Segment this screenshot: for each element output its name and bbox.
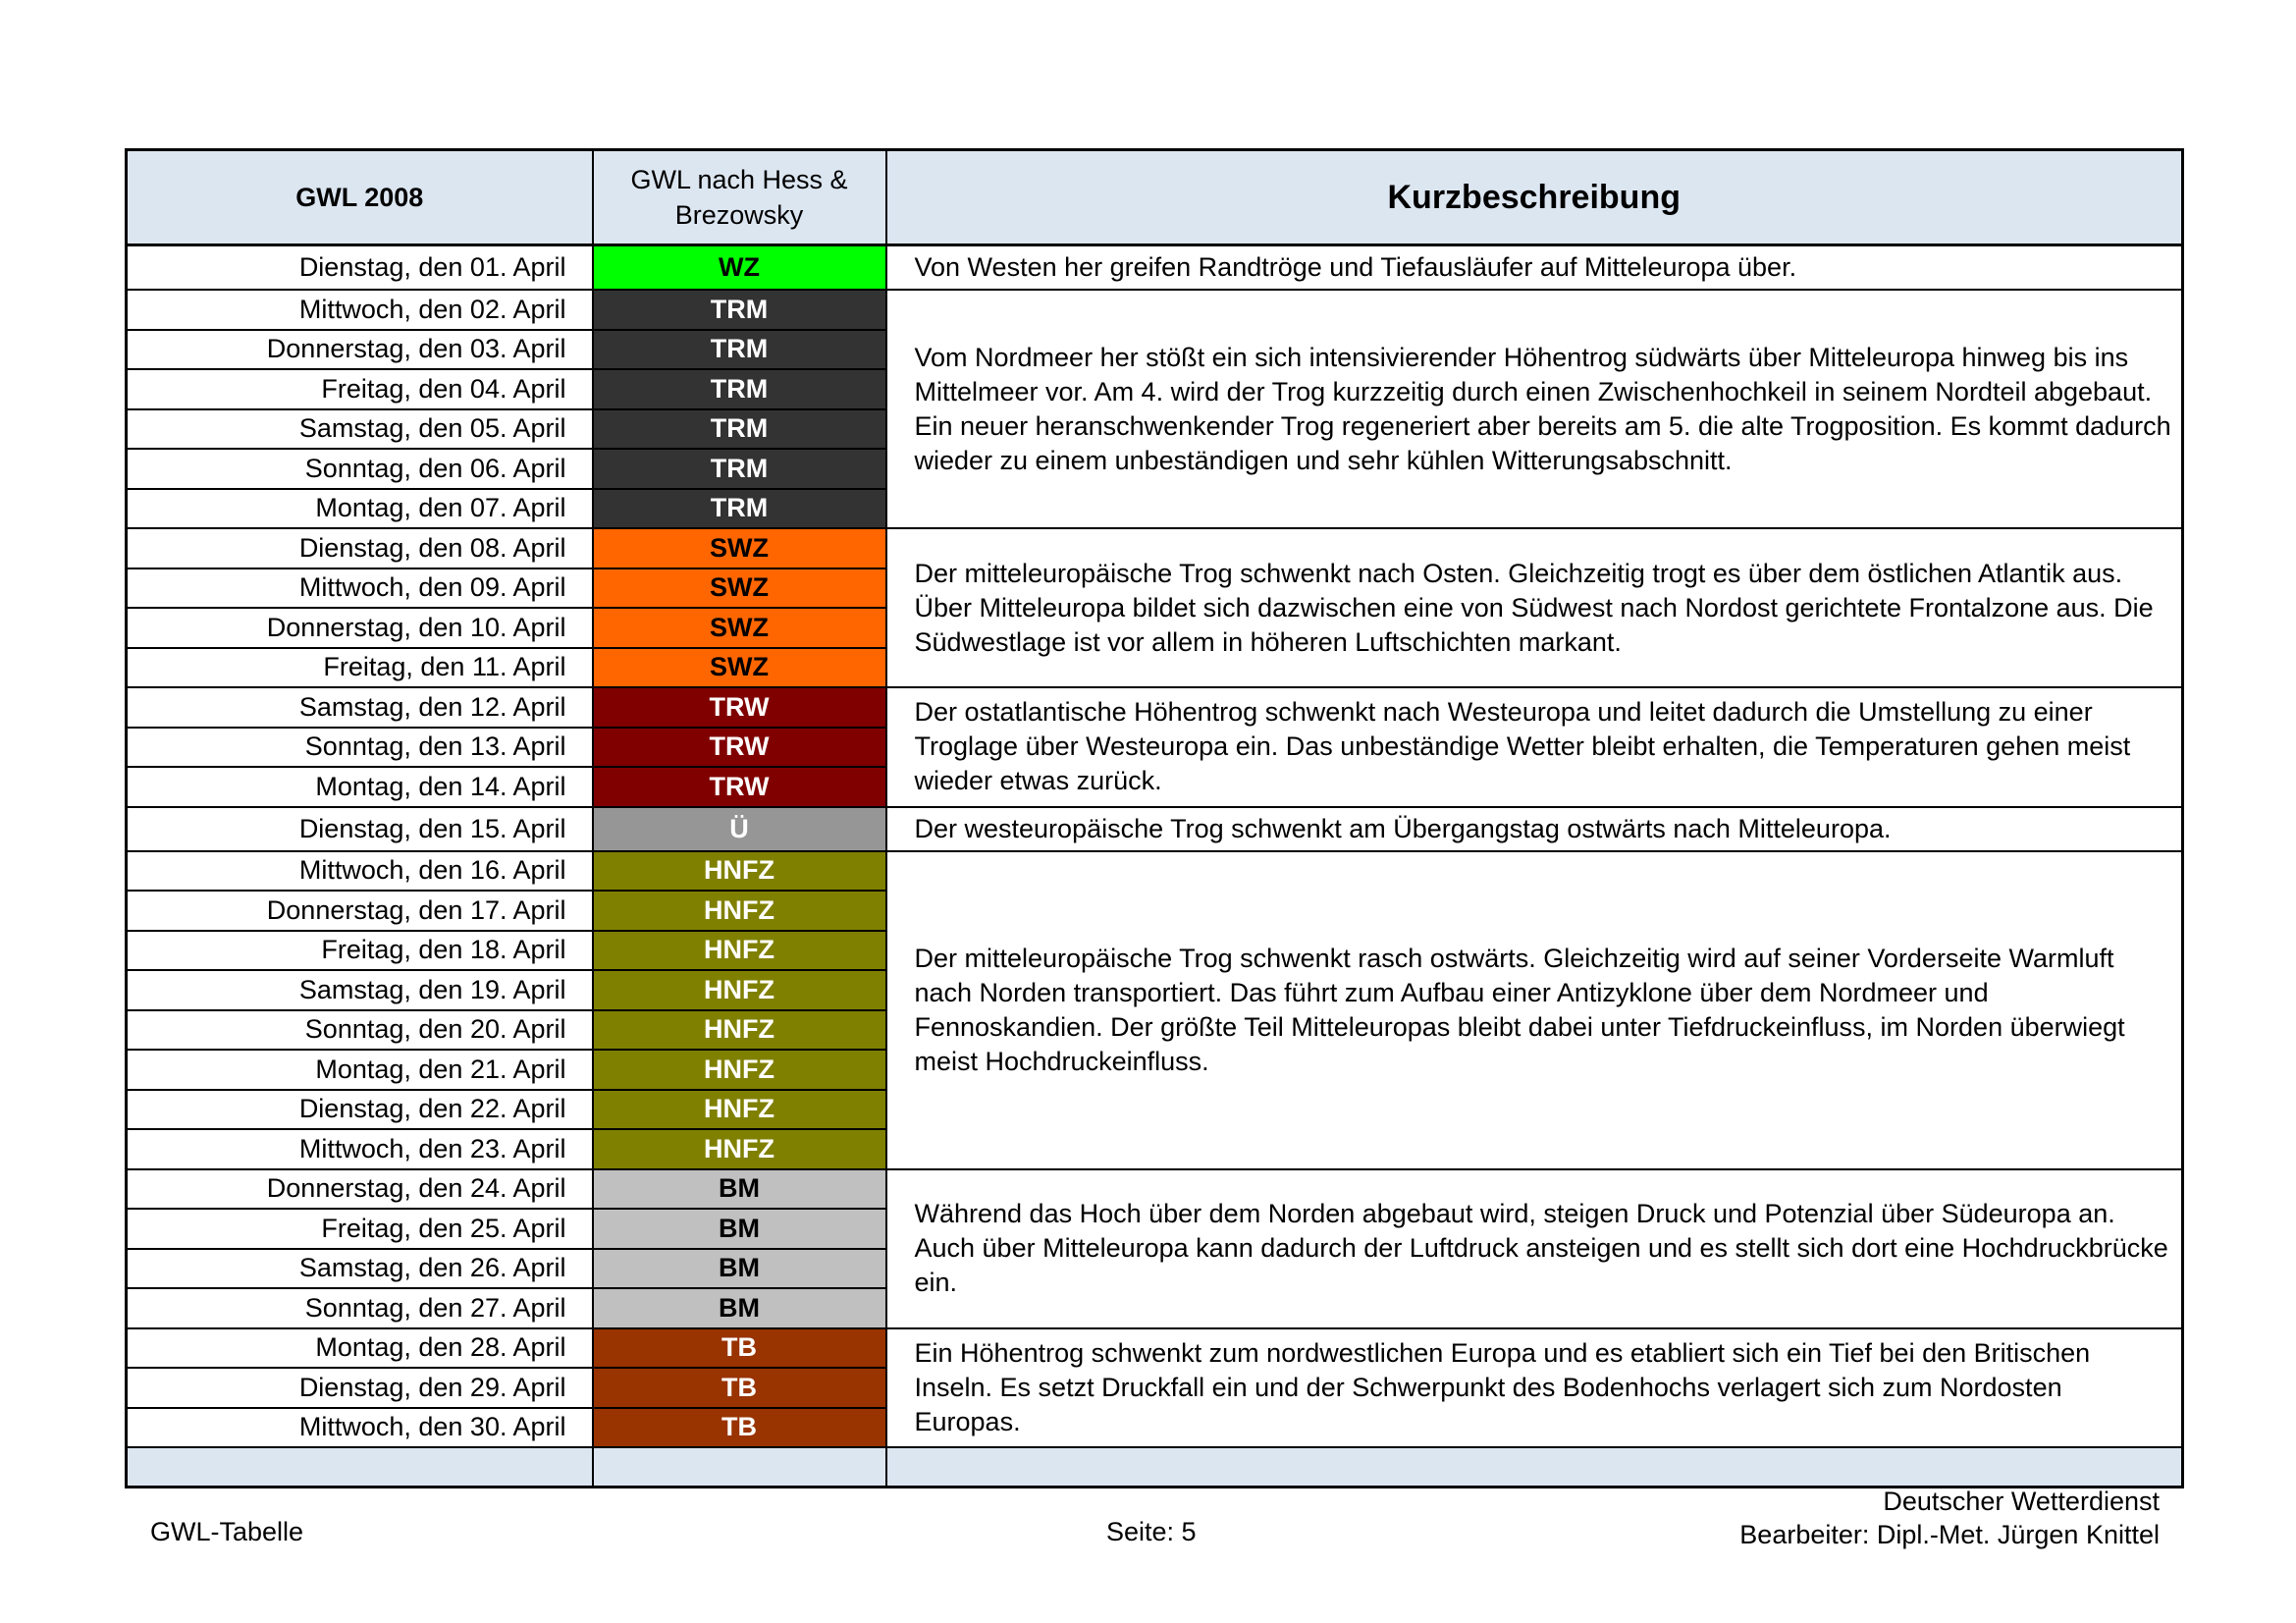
gwl-code-cell: TRM	[593, 369, 886, 409]
gwl-code-cell: TRW	[593, 728, 886, 768]
date-cell: Mittwoch, den 16. April	[127, 851, 593, 892]
gwl-code-cell: HNFZ	[593, 970, 886, 1010]
date-cell: Freitag, den 11. April	[127, 648, 593, 688]
description-cell: Von Westen her greifen Randtröge und Tiefausläufer auf Mitteleuropa über.	[886, 245, 2183, 291]
table-row	[127, 807, 2183, 851]
gwl-code-cell: HNFZ	[593, 891, 886, 931]
gwl-code-cell: HNFZ	[593, 1010, 886, 1051]
description-cell: Der mitteleuropäische Trog schwenkt nach Osten. Gleichzeitig trogt es über dem östlichen Atlantik aus. Über Mitteleuropa bildet sich dazwischen eine von Südwest nach Nordost gerichtete Frontalzone aus. Die Südwestlage ist vor allem in höheren Luftschichten markant.	[886, 528, 2183, 687]
header-gwl-line1: GWL nach Hess &	[630, 165, 848, 194]
date-cell: Sonntag, den 20. April	[127, 1010, 593, 1051]
date-cell: Mittwoch, den 30. April	[127, 1408, 593, 1448]
gwl-code-cell: SWZ	[593, 528, 886, 568]
date-cell: Samstag, den 12. April	[127, 687, 593, 728]
date-cell: Donnerstag, den 03. April	[127, 330, 593, 370]
gwl-code-cell: TRW	[593, 687, 886, 728]
date-cell: Samstag, den 19. April	[127, 970, 593, 1010]
date-cell: Dienstag, den 08. April	[127, 528, 593, 568]
gwl-code-cell: SWZ	[593, 608, 886, 648]
gwl-code-cell: BM	[593, 1249, 886, 1289]
table-body	[127, 245, 2183, 1488]
description-cell: Der mitteleuropäische Trog schwenkt rasch ostwärts. Gleichzeitig wird auf seiner Vorderseite Warmluft nach Norden transportiert. Das führt zum Aufbau einer Antizyklone über dem Nordmeer und Fennoskandien. Der größte Teil Mitteleuropas bleibt dabei unter Tiefdruckeinfluss, im Norden überwiegt meist Hochdruckeinfluss.	[886, 851, 2183, 1169]
header-gwl	[593, 150, 886, 245]
gwl-code-cell: SWZ	[593, 568, 886, 609]
description-cell: Der westeuropäische Trog schwenkt am Übergangstag ostwärts nach Mitteleuropa.	[886, 807, 2183, 851]
date-cell: Sonntag, den 13. April	[127, 728, 593, 768]
gwl-code-cell: BM	[593, 1169, 886, 1210]
table-row	[127, 687, 2183, 728]
table-row	[127, 290, 2183, 330]
date-cell: Montag, den 07. April	[127, 489, 593, 529]
gwl-code-cell: HNFZ	[593, 851, 886, 892]
table-row	[127, 851, 2183, 892]
gwl-code-cell: SWZ	[593, 648, 886, 688]
gwl-code-cell: BM	[593, 1288, 886, 1328]
date-cell: Donnerstag, den 17. April	[127, 891, 593, 931]
header-gwl-line2: Brezowsky	[674, 200, 804, 230]
gwl-code-cell: TB	[593, 1368, 886, 1408]
date-cell: Freitag, den 25. April	[127, 1209, 593, 1249]
empty-footer-cell	[593, 1447, 886, 1488]
gwl-code-cell: TRM	[593, 330, 886, 370]
date-cell: Freitag, den 04. April	[127, 369, 593, 409]
description-cell: Vom Nordmeer her stößt ein sich intensivierender Höhentrog südwärts über Mitteleuropa hinweg bis ins Mittelmeer vor. Am 4. wird der Trog kurzzeitig durch einen Zwischenhochkeil in seinem Nordteil abgebaut. Ein neuer heranschwenkender Trog regeneriert aber bereits am 5. die alte Trogposition. Es kommt dadurch wieder zu einem unbeständigen und sehr kühlen Witterungsabschnitt.	[886, 290, 2183, 528]
footer-page-number: Seite: 5	[1106, 1517, 1197, 1546]
header-year: GWL 2008	[127, 150, 593, 245]
date-cell: Donnerstag, den 24. April	[127, 1169, 593, 1210]
description-cell: Ein Höhentrog schwenkt zum nordwestlichen Europa und es etabliert sich ein Tief bei den Britischen Inseln. Es setzt Druckfall ein und der Schwerpunkt des Bodenhochs verlagert sich zum Nordosten Europas.	[886, 1328, 2183, 1448]
gwl-code-cell: HNFZ	[593, 931, 886, 971]
date-cell: Montag, den 21. April	[127, 1050, 593, 1090]
date-cell: Dienstag, den 29. April	[127, 1368, 593, 1408]
gwl-code-cell: TB	[593, 1408, 886, 1448]
gwl-code-cell: HNFZ	[593, 1090, 886, 1130]
gwl-code-cell: TRW	[593, 767, 886, 807]
table-row	[127, 528, 2183, 568]
date-cell: Mittwoch, den 23. April	[127, 1129, 593, 1169]
date-cell: Samstag, den 05. April	[127, 409, 593, 450]
date-cell: Donnerstag, den 10. April	[127, 608, 593, 648]
gwl-table	[125, 148, 2184, 1488]
date-cell: Montag, den 28. April	[127, 1328, 593, 1369]
table-row	[127, 245, 2183, 291]
description-cell: Der ostatlantische Höhentrog schwenkt nach Westeuropa und leitet dadurch die Umstellung zu einer Troglage über Westeuropa ein. Das unbeständige Wetter bleibt erhalten, die Temperaturen gehen meist wieder etwas zurück.	[886, 687, 2183, 807]
date-cell: Freitag, den 18. April	[127, 931, 593, 971]
gwl-code-cell: WZ	[593, 245, 886, 291]
date-cell: Sonntag, den 27. April	[127, 1288, 593, 1328]
gwl-code-cell: TRM	[593, 409, 886, 450]
footer-editor: Bearbeiter: Dipl.-Met. Jürgen Knittel	[1739, 1520, 2160, 1549]
date-cell: Dienstag, den 01. April	[127, 245, 593, 291]
date-cell: Montag, den 14. April	[127, 767, 593, 807]
footer-author	[1739, 1485, 2160, 1551]
empty-footer-cell	[127, 1447, 593, 1488]
date-cell: Dienstag, den 15. April	[127, 807, 593, 851]
gwl-code-cell: TRM	[593, 449, 886, 489]
table-row	[127, 1328, 2183, 1369]
date-cell: Mittwoch, den 09. April	[127, 568, 593, 609]
header-row	[127, 150, 2183, 245]
gwl-code-cell: TRM	[593, 489, 886, 529]
header-description: Kurzbeschreibung	[886, 150, 2183, 245]
date-cell: Dienstag, den 22. April	[127, 1090, 593, 1130]
gwl-code-cell: TB	[593, 1328, 886, 1369]
gwl-code-cell: Ü	[593, 807, 886, 851]
date-cell: Sonntag, den 06. April	[127, 449, 593, 489]
date-cell: Mittwoch, den 02. April	[127, 290, 593, 330]
empty-footer-cell	[886, 1447, 2183, 1488]
table-row	[127, 1169, 2183, 1210]
description-cell: Während das Hoch über dem Norden abgebaut wird, steigen Druck und Potenzial über Südeuropa an. Auch über Mitteleuropa kann dadurch der Luftdruck ansteigen und es stellt sich dort eine Hochdruckbrücke ein.	[886, 1169, 2183, 1328]
footer-organization: Deutscher Wetterdienst	[1883, 1487, 2160, 1516]
gwl-code-cell: BM	[593, 1209, 886, 1249]
date-cell: Samstag, den 26. April	[127, 1249, 593, 1289]
gwl-code-cell: HNFZ	[593, 1050, 886, 1090]
table-footer-row	[127, 1447, 2183, 1488]
gwl-code-cell: HNFZ	[593, 1129, 886, 1169]
footer-document-name: GWL-Tabelle	[150, 1517, 304, 1546]
gwl-code-cell: TRM	[593, 290, 886, 330]
